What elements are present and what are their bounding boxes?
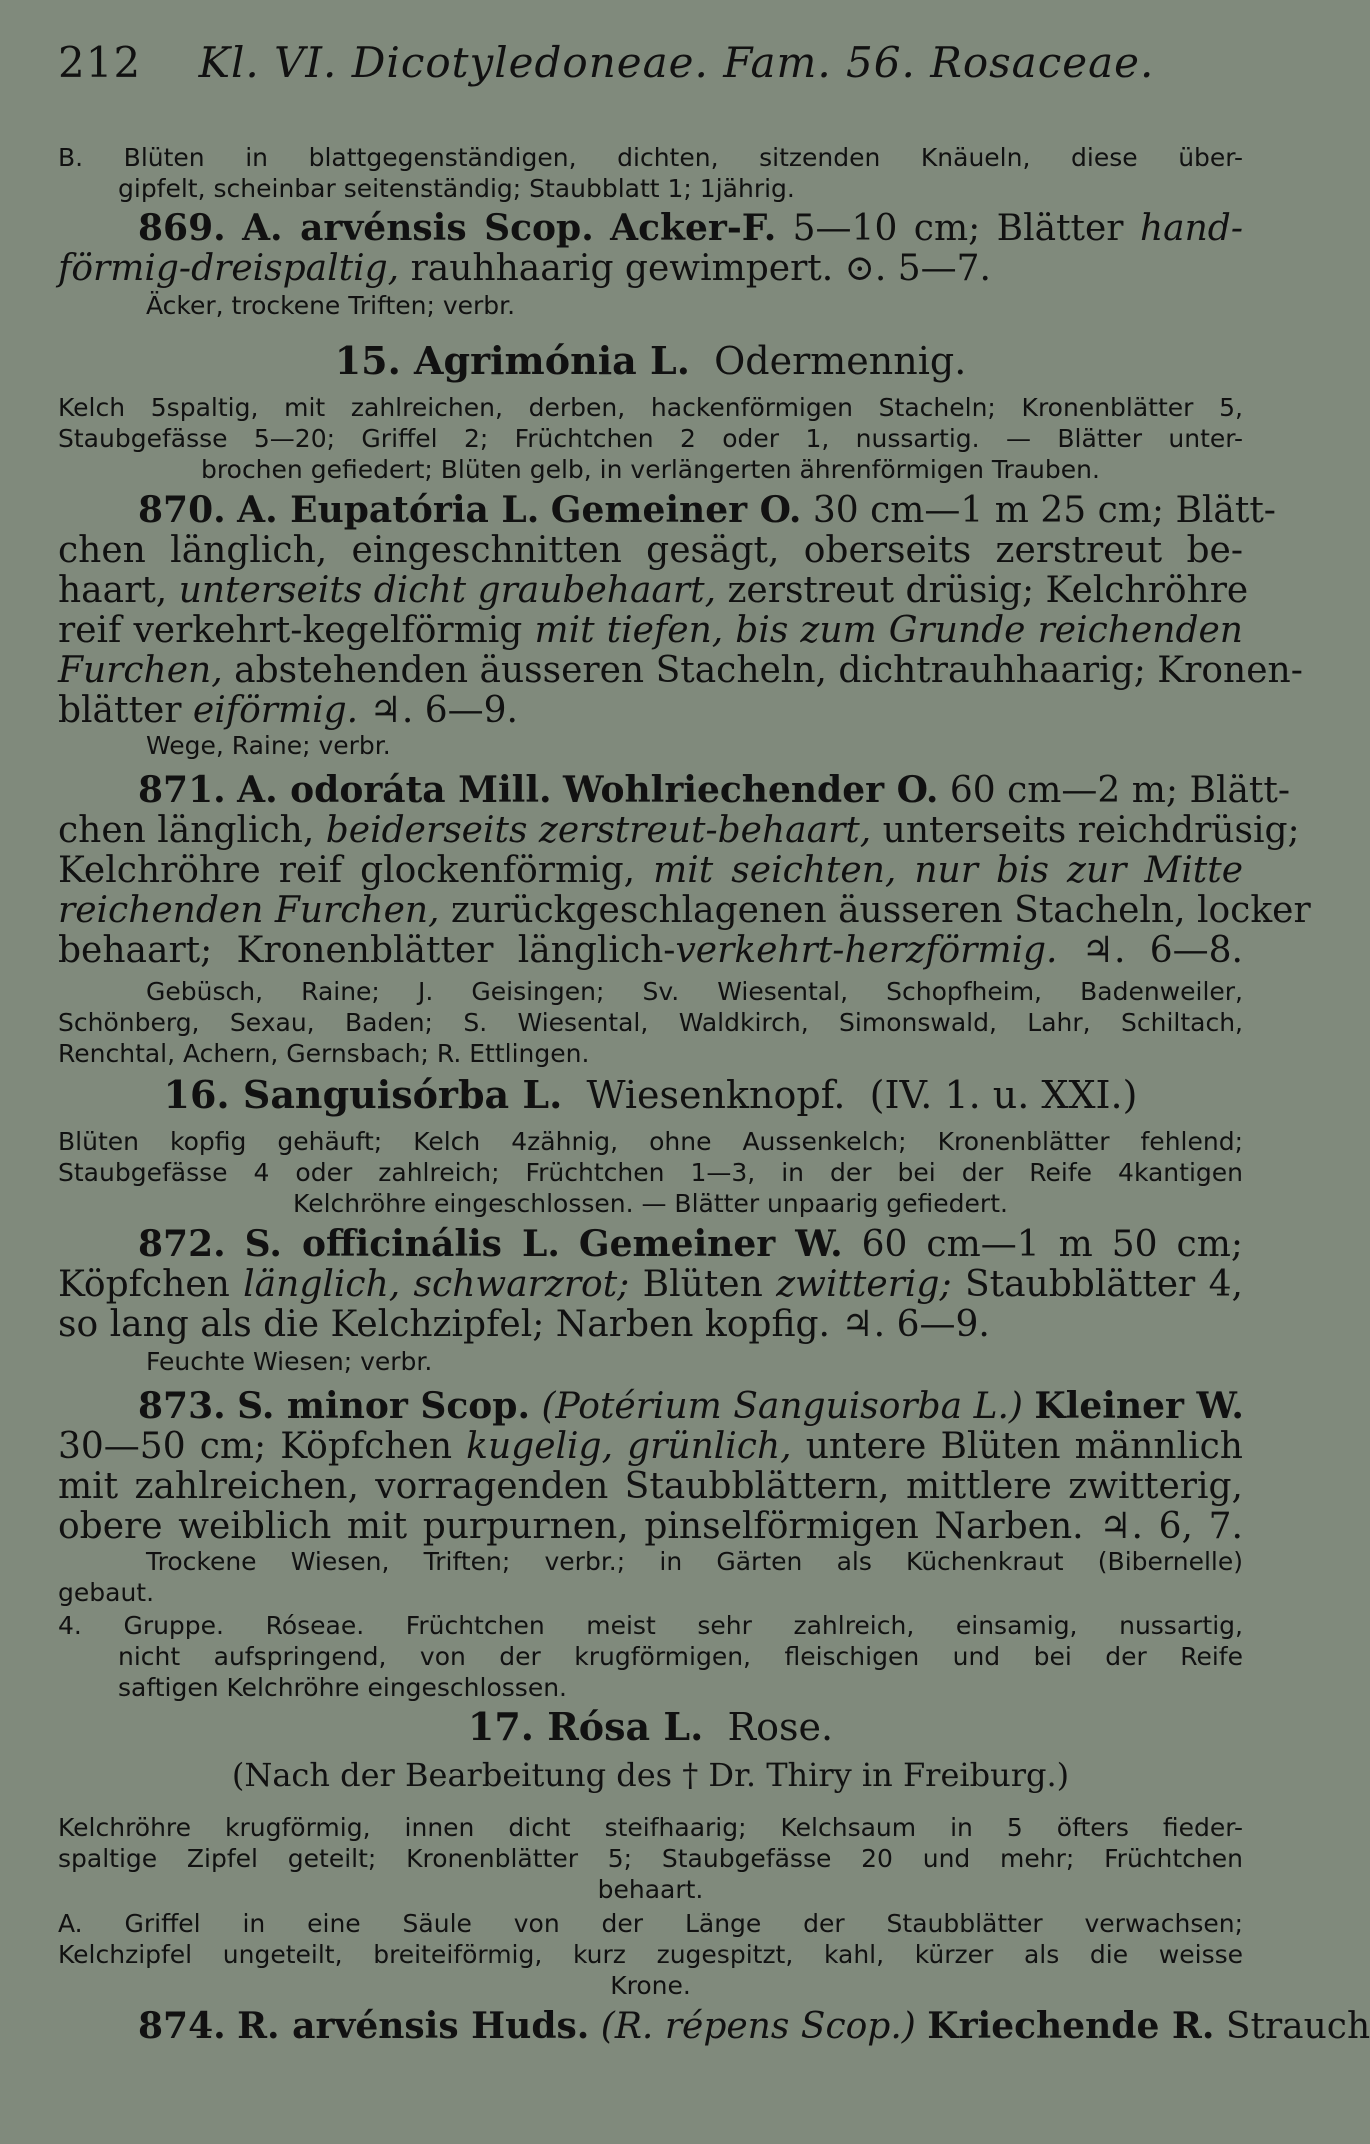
genus-15-description: [58, 392, 1243, 485]
species-name: A. Eupatória L.: [237, 489, 540, 531]
text-run: ♃. 6—9.: [369, 690, 518, 731]
synonym: (R. répens Scop.): [600, 2006, 916, 2047]
key-b-line: gipfelt, scheinbar seitenständig; Staubblatt 1; 1jährig.: [118, 174, 795, 203]
genus-common-name: Wiesenknopf.: [586, 1073, 846, 1117]
species-873: [58, 1386, 1243, 1547]
text-run: [58, 1265, 1243, 1305]
species-name: A. odoráta Mill.: [237, 769, 552, 811]
text-run: [58, 650, 1303, 691]
text-run: Schönberg, Sexau, Baden; S. Wiesental, Waldkirch, Simonswald, Lahr, Schiltach,: [58, 1008, 1243, 1037]
text-run: reif verkehrt-kegelförmig: [58, 610, 523, 651]
text-run: abstehenden äusseren Stacheln, dichtrauhhaarig; Kronen-: [234, 650, 1303, 691]
common-name: Acker-F.: [610, 207, 777, 249]
species-870: [58, 489, 1303, 731]
text-run: [58, 810, 1300, 851]
text-run: länglich, schwarzrot;: [243, 1264, 630, 1305]
group-4: [58, 1610, 1243, 1703]
text-run: mit zahlreichen, vorragenden Staubblättern, mittlere zwitterig,: [58, 1466, 1243, 1507]
species-number: 871.: [138, 769, 226, 811]
common-name: Wohlriechender O.: [562, 769, 939, 811]
text-run: reichenden Furchen,: [58, 890, 440, 931]
text-run: zurückgeschlagenen äusseren Stacheln, locker: [450, 890, 1311, 931]
text-run: [58, 931, 1243, 971]
text-run: [58, 1386, 1243, 1427]
text-run: chen länglich,: [58, 810, 315, 851]
species-872: [58, 1224, 1243, 1345]
text-run: 5—7.: [897, 248, 991, 289]
text-run: Kelchröhre krugförmig, innen dicht steifhaarig; Kelchsaum in 5 öfters fieder-: [58, 1813, 1243, 1842]
text-run: [58, 489, 1276, 531]
genus-title: 17. Rósa L.: [467, 1704, 704, 1749]
text-run: Renchtal, Achern, Gernsbach; R. Ettlingen.: [58, 1039, 590, 1068]
text-run: [58, 890, 1311, 931]
text-run: untere Blüten männlich: [805, 1426, 1243, 1467]
text-run: Kelchröhre reif glockenförmig,: [58, 850, 636, 891]
text-run: zerstreut drüsig; Kelchröhre: [727, 570, 1249, 611]
text-run: chen länglich, eingeschnitten gesägt, oberseits zerstreut be-: [58, 530, 1243, 571]
running-header: [58, 38, 1243, 87]
text-run: 30—50 cm; Köpfchen: [58, 1426, 453, 1467]
habitat: Äcker, trockene Triften; verbr.: [146, 291, 516, 320]
text-run: unterseits dicht graubehaart,: [178, 570, 717, 611]
text-run: [58, 611, 1243, 651]
text-run: Blüten: [642, 1264, 763, 1305]
text-run: verkehrt-herzförmig.: [675, 930, 1058, 971]
habitat-871: [58, 976, 1243, 1069]
habitat: Feuchte Wiesen; verbr.: [146, 1347, 433, 1376]
text-run: [58, 851, 1243, 891]
text-run: behaart.: [597, 1875, 704, 1904]
genus-common-name: Odermennig.: [714, 339, 967, 383]
running-title: Kl. VI. Dicotyledoneae. Fam. 56. Rosaceae.: [198, 38, 1155, 87]
common-name: Gemeiner O.: [550, 489, 802, 531]
text-run: eiförmig.: [192, 690, 359, 731]
text-run: Staubblätter 4,: [964, 1264, 1243, 1305]
common-name: Gemeiner W.: [578, 1223, 843, 1265]
text-run: Staubgefässe 5—20; Griffel 2; Früchtchen 2 oder 1, nussartig. — Blätter unter-: [58, 424, 1243, 453]
genus-17-description: [58, 1812, 1243, 1905]
synonym: (Potérium Sanguisorba L.): [541, 1386, 1023, 1427]
text-run: Trockene Wiesen, Triften; verbr.; in Gärten als Küchenkraut (Bibernelle): [146, 1547, 1243, 1576]
text-run: Kelchröhre eingeschlossen. — Blätter unpaarig gefiedert.: [293, 1189, 1008, 1218]
text-run: brochen gefiedert; Blüten gelb, in verlängerten ährenförmigen Trauben.: [201, 455, 1100, 484]
text-run: [58, 769, 1291, 811]
habitat-873: [58, 1546, 1243, 1608]
text-run: 60 cm—1 m 50 cm;: [861, 1224, 1243, 1265]
text-run: Krone.: [610, 1971, 691, 2000]
text-run: förmig-dreispaltig,: [58, 248, 400, 289]
common-name: Kleiner W.: [1034, 1385, 1244, 1427]
text-run: 4. Gruppe. Róseae. Früchtchen meist sehr zahlreich, einsamig, nussartig,: [58, 1611, 1243, 1640]
text-run: haart,: [58, 570, 168, 611]
text-run: 30 cm—1 m 25 cm; Blätt-: [812, 490, 1276, 531]
species-name: A. arvénsis Scop.: [242, 207, 594, 249]
key-b: [58, 142, 1243, 204]
text-run: rauhhaarig gewimpert.: [410, 248, 834, 289]
text-run: kugelig, grünlich,: [466, 1426, 792, 1467]
text-run: Furchen,: [58, 650, 223, 691]
text-run: [58, 691, 1243, 731]
species-name: R. arvénsis Huds.: [237, 2005, 590, 2047]
text-run: Strauch: [1225, 2006, 1370, 2047]
common-name: Kriechende R.: [927, 2005, 1215, 2047]
annual-symbol: ⊙.: [844, 248, 887, 289]
text-run: Kelchzipfel ungeteilt, breiteiförmig, kurz zugespitzt, kahl, kürzer als die weisse: [58, 1940, 1243, 1969]
species-871: [58, 769, 1311, 971]
text-run: beiderseits zerstreut-behaart,: [325, 810, 872, 851]
text-run: Köpfchen: [58, 1264, 230, 1305]
genus-16-description: [58, 1126, 1243, 1219]
habitat: Wege, Raine; verbr.: [146, 731, 391, 760]
text-run: spaltige Zipfel geteilt; Kronenblätter 5; Staubgefässe 20 und mehr; Früchtchen: [58, 1844, 1243, 1873]
text-run: gebaut.: [58, 1578, 155, 1607]
species-number: 870.: [138, 489, 226, 531]
text-run: [58, 2005, 1370, 2047]
text-run: Staubgefässe 4 oder zahlreich; Früchtchen 1—3, in der bei der Reife 4kantigen: [58, 1158, 1243, 1187]
text-run: Gebüsch, Raine; J. Geisingen; Sv. Wiesental, Schopfheim, Badenweiler,: [146, 977, 1243, 1006]
species-name: S. officinális L.: [244, 1223, 560, 1265]
text-run: ♃. 6—8.: [1081, 930, 1243, 971]
species-line: [58, 208, 1243, 249]
key-b-line: B. Blüten in blattgegenständigen, dichten, sitzenden Knäueln, diese über-: [58, 143, 1243, 172]
text-run: mit tiefen, bis zum Grunde reichenden: [534, 610, 1243, 651]
text-run: blätter: [58, 690, 182, 731]
species-line: [58, 249, 1243, 289]
genus-heading-17: [58, 1704, 1243, 1749]
page-number: 212: [58, 38, 142, 87]
species-number: 873.: [138, 1385, 226, 1427]
species-number: 872.: [138, 1223, 226, 1265]
text-run: Kelch 5spaltig, mit zahlreichen, derben, hackenförmigen Stacheln; Kronenblätter 5,: [58, 393, 1243, 422]
genus-heading-16: [58, 1072, 1243, 1117]
text-run: 5—10 cm; Blätter: [792, 208, 1124, 249]
genus-heading-15: [58, 338, 1243, 383]
text-run: obere weiblich mit purpurnen, pinselförmigen Narben. ♃. 6, 7.: [58, 1506, 1243, 1547]
text-run: hand-: [1139, 208, 1243, 249]
text-run: 60 cm—2 m; Blätt-: [949, 770, 1291, 811]
species-name: S. minor Scop.: [237, 1385, 531, 1427]
text-run: nicht aufspringend, von der krugförmigen, fleischigen und bei der Reife: [118, 1642, 1243, 1671]
genus-title: 16. Sanguisórba L.: [163, 1072, 563, 1117]
species-874: [58, 2005, 1370, 2047]
species-869: [58, 208, 1243, 289]
text-run: unterseits reichdrüsig;: [882, 810, 1300, 851]
genus-title: 15. Agrimónia L.: [334, 338, 690, 383]
key-a: [58, 1908, 1243, 2001]
text-run: behaart; Kronenblätter länglich-: [58, 930, 676, 971]
text-run: A. Griffel in eine Säule von der Länge der Staubblätter verwachsen;: [58, 1909, 1243, 1938]
text-run: zwitterig;: [776, 1264, 952, 1305]
genus-common-name: Rose.: [727, 1705, 834, 1749]
text-run: [58, 1224, 1243, 1265]
text-run: mit seichten, nur bis zur Mitte: [653, 850, 1243, 891]
text-run: [58, 570, 1249, 611]
text-run: [58, 1427, 1243, 1467]
text-run: Blüten kopfig gehäuft; Kelch 4zähnig, ohne Aussenkelch; Kronenblätter fehlend;: [58, 1127, 1243, 1156]
genus-17-note: (Nach der Bearbeitung des † Dr. Thiry in Freiburg.): [231, 1756, 1070, 1794]
text-run: saftigen Kelchröhre eingeschlossen.: [118, 1673, 567, 1702]
species-number: 874.: [138, 2005, 226, 2047]
text-run: so lang als die Kelchzipfel; Narben kopfig. ♃. 6—9.: [58, 1304, 990, 1345]
text-run: (IV. 1. u. XXI.): [869, 1073, 1138, 1117]
species-number: 869.: [138, 207, 226, 249]
